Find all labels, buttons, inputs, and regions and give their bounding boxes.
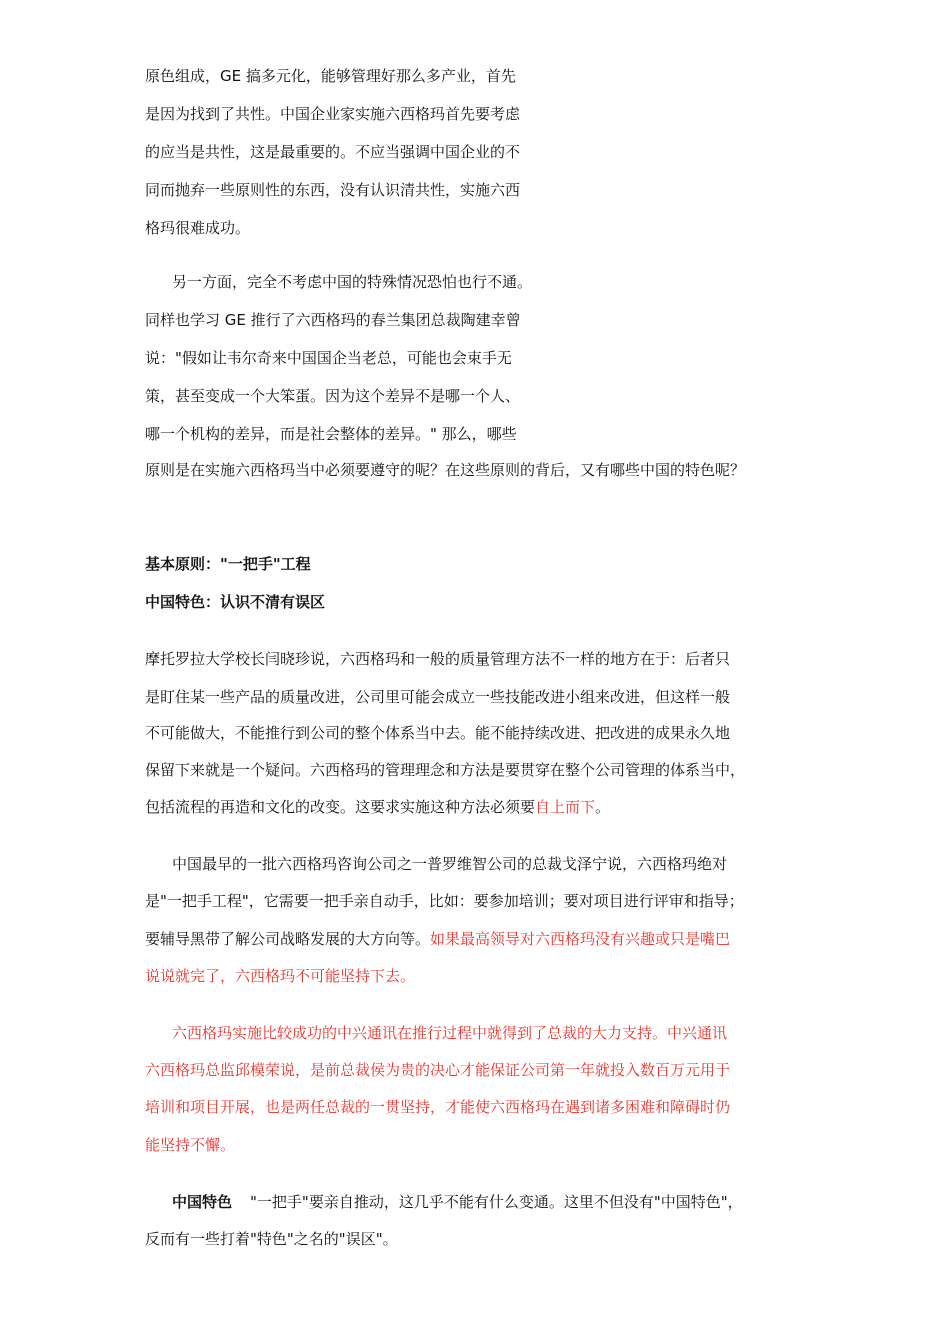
- para2-line-5: 哪一个机构的差异，而是社会整体的差异。" 那么，哪些: [145, 425, 517, 443]
- para4-line-3: [145, 929, 730, 949]
- para5-line-4: 能坚持不懈。: [145, 1136, 236, 1154]
- para1-line-5: 格玛很难成功。: [145, 219, 251, 237]
- para2-line-6: 原则是在实施六西格玛当中必须要遵守的呢？在这些原则的背后，又有哪些中国的特色呢？: [145, 461, 746, 479]
- para3-line-1: 摩托罗拉大学校长闫晓珍说，六西格玛和一般的质量管理方法不一样的地方在于：后者只: [145, 650, 731, 668]
- para1-line-1: 原色组成，GE 搞多元化，能够管理好那么多产业，首先: [145, 67, 516, 85]
- para2-line-1: 另一方面，完全不考虑中国的特殊情况恐怕也行不通。: [172, 273, 533, 291]
- para3-line-5-end: 。: [595, 798, 611, 816]
- para5-line-2: 六西格玛总监邱模荣说，是前总裁侯为贵的决心才能保证公司第一年就投入数百万元用于: [145, 1061, 731, 1079]
- para3-line-2: 是盯住某一些产品的质量改进，公司里可能会成立一些技能改进小组来改进，但这样一般: [145, 688, 731, 706]
- para5-line-3: 培训和项目开展，也是两任总裁的一贯坚持，才能使六西格玛在遇到诸多困难和障碍时仍: [145, 1098, 731, 1116]
- para2-line-3: 说："假如让韦尔奇来中国国企当老总，可能也会束手无: [145, 349, 512, 367]
- para3-line-4: 保留下来就是一个疑问。六西格玛的管理理念和方法是要贯穿在整个公司管理的体系当中，: [145, 761, 746, 779]
- para4-line-4: 说说就完了，六西格玛不可能坚持下去。: [145, 967, 416, 985]
- china-feature-label: 中国特色: [172, 1193, 233, 1211]
- para2-line-2: 同样也学习 GE 推行了六西格玛的春兰集团总裁陶建幸曾: [145, 311, 521, 329]
- para3-line-5-text: 包括流程的再造和文化的改变。这要求实施这种方法必须要: [145, 798, 536, 816]
- para3-line-3: 不可能做大，不能推行到公司的整个体系当中去。能不能持续改进、把改进的成果永久地: [145, 724, 731, 742]
- para1-line-2: 是因为找到了共性。中国企业家实施六西格玛首先要考虑: [145, 105, 521, 123]
- para2-line-4: 策，甚至变成一个大笨蛋。因为这个差异不是哪一个人、: [145, 387, 521, 405]
- para3-line-5: [145, 797, 610, 817]
- para4-line-2: 是"一把手工程"，它需要一把手亲自动手，比如：要参加培训；要对项目进行评审和指导；: [145, 892, 744, 910]
- top-down-highlight: 自上而下: [535, 798, 596, 816]
- para6-line-1-text: "一把手"要亲自推动，这几乎不能有什么变通。这里不但没有"中国特色"，: [250, 1193, 743, 1211]
- para6-line-1: [172, 1192, 743, 1212]
- para4-line-3-highlight: 如果最高领导对六西格玛没有兴趣或只是嘴巴: [430, 930, 731, 948]
- heading-basic-principle: 基本原则："一把手"工程: [145, 555, 311, 573]
- para1-line-3: 的应当是共性，这是最重要的。不应当强调中国企业的不: [145, 143, 521, 161]
- para6-line-2: 反而有一些打着"特色"之名的"误区"。: [145, 1230, 398, 1248]
- heading-china-feature: 中国特色：认识不清有误区: [145, 593, 326, 611]
- para5-line-1: 六西格玛实施比较成功的中兴通讯在推行过程中就得到了总裁的大力支持。中兴通讯: [172, 1024, 728, 1042]
- para4-line-3-text: 要辅导黑带了解公司战略发展的大方向等。: [145, 930, 431, 948]
- para1-line-4: 同而抛弃一些原则性的东西，没有认识清共性，实施六西: [145, 181, 521, 199]
- para4-line-1: 中国最早的一批六西格玛咨询公司之一普罗维智公司的总裁戈泽宁说，六西格玛绝对: [172, 855, 728, 873]
